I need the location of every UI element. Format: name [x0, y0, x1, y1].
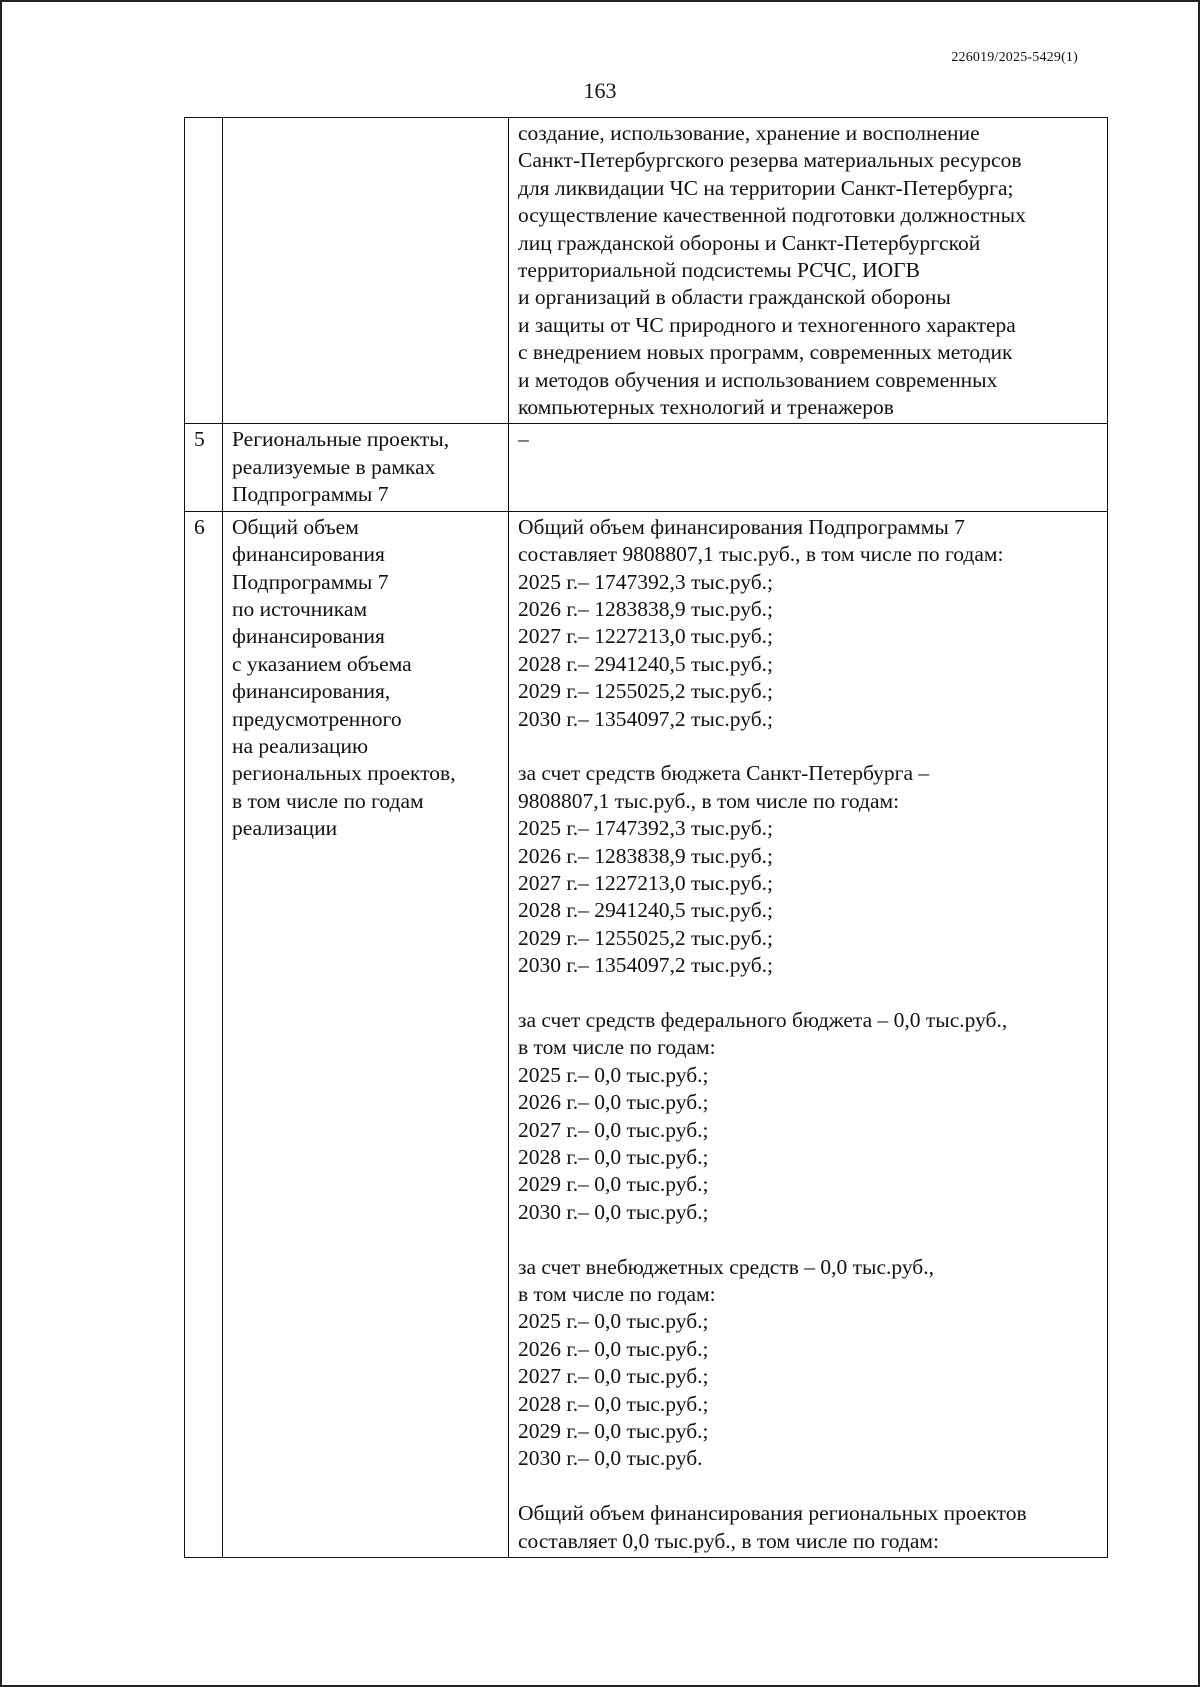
document-number: 226019/2025-5429(1)	[951, 50, 1078, 65]
paragraph-gap	[518, 1226, 1101, 1253]
row-label-line: региональных проектов,	[232, 761, 456, 786]
content-line: 2025 г.– 1747392,3 тыс.руб.;	[518, 569, 773, 594]
content-line: и методов обучения и использованием современных	[518, 367, 998, 392]
content-line: 2029 г.– 1255025,2 тыс.руб.;	[518, 679, 773, 704]
content-line: в том числе по годам:	[518, 1282, 716, 1307]
content-line: составляет 0,0 тыс.руб., в том числе по годам:	[518, 1528, 939, 1553]
content-line: 2026 г.– 0,0 тыс.руб.;	[518, 1336, 709, 1361]
row-label-line: финансирования	[232, 542, 385, 567]
content-line: осуществление качественной подготовки должностных	[518, 203, 1026, 228]
row-label-line: с указанием объема	[232, 651, 412, 676]
content-line: 2028 г.– 0,0 тыс.руб.;	[518, 1391, 709, 1416]
table-row	[185, 511, 1108, 1557]
content-line: 2027 г.– 0,0 тыс.руб.;	[518, 1364, 709, 1389]
content-line: 9808807,1 тыс.руб., в том числе по годам:	[518, 788, 900, 813]
content-line: 2026 г.– 1283838,9 тыс.руб.;	[518, 843, 773, 868]
paragraph-gap	[518, 1473, 1101, 1500]
passport-table	[184, 117, 1108, 1558]
content-line: 2029 г.– 1255025,2 тыс.руб.;	[518, 925, 773, 950]
content-line: Общий объем финансирования региональных проектов	[518, 1501, 1027, 1526]
content-line: 2030 г.– 1354097,2 тыс.руб.;	[518, 953, 773, 978]
content-line: с внедрением новых программ, современных методик	[518, 340, 1013, 365]
row-label-line: предусмотренного	[232, 706, 402, 731]
content-line: 2025 г.– 1747392,3 тыс.руб.;	[518, 816, 773, 841]
row-number-cell	[185, 511, 223, 1557]
row-label-line: Подпрограммы 7	[232, 569, 389, 594]
content-line: 2027 г.– 1227213,0 тыс.руб.;	[518, 870, 773, 895]
row-content-cell	[509, 511, 1108, 1557]
table-row	[185, 424, 1108, 511]
content-line: в том числе по годам:	[518, 1035, 716, 1060]
page-number: 163	[583, 78, 617, 103]
content-line: 2028 г.– 2941240,5 тыс.руб.;	[518, 898, 773, 923]
content-line: 2026 г.– 0,0 тыс.руб.;	[518, 1090, 709, 1115]
content-line: Общий объем финансирования Подпрограммы 7	[518, 514, 965, 539]
content-line: и организаций в области гражданской обороны	[518, 285, 951, 310]
row-label-line: Региональные проекты,	[232, 427, 450, 452]
content-line: создание, использование, хранение и восполнение	[518, 121, 980, 145]
row-label-line: Подпрограммы 7	[232, 482, 389, 507]
row-content-cell	[509, 118, 1108, 424]
content-line: 2025 г.– 0,0 тыс.руб.;	[518, 1309, 709, 1334]
content-line: 2030 г.– 0,0 тыс.руб.;	[518, 1199, 709, 1224]
content-line: 2026 г.– 1283838,9 тыс.руб.;	[518, 596, 773, 621]
paragraph-gap	[518, 980, 1101, 1007]
content-line: 2028 г.– 0,0 тыс.руб.;	[518, 1145, 709, 1169]
row-label-line: реализуемые в рамках	[232, 454, 436, 479]
paragraph-gap	[518, 733, 1101, 760]
content-line: территориальной подсистемы РСЧС, ИОГВ	[518, 258, 920, 283]
content-line: 2025 г.– 0,0 тыс.руб.;	[518, 1062, 709, 1087]
row-label-line: на реализацию	[232, 733, 369, 758]
row-label-line: финансирования	[232, 624, 385, 649]
row-number: 5	[194, 427, 205, 452]
row-number-cell	[185, 118, 223, 424]
content-line: 2028 г.– 2941240,5 тыс.руб.;	[518, 651, 773, 676]
content-line: лиц гражданской обороны и Санкт-Петербургской	[518, 230, 981, 255]
content-line: 2027 г.– 0,0 тыс.руб.;	[518, 1117, 709, 1142]
row-label-line: в том числе по годам	[232, 788, 424, 813]
content-line: Санкт-Петербургского резерва материальных ресурсов	[518, 148, 1022, 173]
content-line: –	[518, 427, 529, 452]
content-line: 2029 г.– 0,0 тыс.руб.;	[518, 1419, 709, 1444]
table-body	[185, 118, 1108, 1558]
content-line: 2030 г.– 1354097,2 тыс.руб.;	[518, 706, 773, 731]
content-line: 2027 г.– 1227213,0 тыс.руб.;	[518, 624, 773, 649]
row-label-line: финансирования,	[232, 679, 391, 704]
content-line: компьютерных технологий и тренажеров	[518, 395, 894, 420]
content-line: за счет средств федерального бюджета – 0,0 тыс.руб.,	[518, 1007, 1008, 1032]
row-label-cell	[223, 511, 509, 1557]
content-line: 2030 г.– 0,0 тыс.руб.	[518, 1446, 703, 1471]
content-line: и защиты от ЧС природного и техногенного характера	[518, 312, 1016, 337]
row-number: 6	[194, 514, 205, 539]
row-label-line: по источникам	[232, 596, 368, 621]
content-line: за счет внебюджетных средств – 0,0 тыс.руб.,	[518, 1254, 934, 1279]
row-number-cell	[185, 424, 223, 511]
row-label-line: реализации	[232, 816, 338, 841]
row-label-cell	[223, 424, 509, 511]
content-line: составляет 9808807,1 тыс.руб., в том числе по годам:	[518, 542, 1004, 567]
row-content-cell	[509, 424, 1108, 511]
content-line: 2029 г.– 0,0 тыс.руб.;	[518, 1172, 709, 1197]
row-label-cell	[223, 118, 509, 424]
row-label-line: Общий объем	[232, 514, 359, 539]
content-line: для ликвидации ЧС на территории Санкт-Петербурга;	[518, 175, 1014, 200]
content-line: за счет средств бюджета Санкт-Петербурга –	[518, 761, 930, 786]
table-row	[185, 118, 1108, 424]
